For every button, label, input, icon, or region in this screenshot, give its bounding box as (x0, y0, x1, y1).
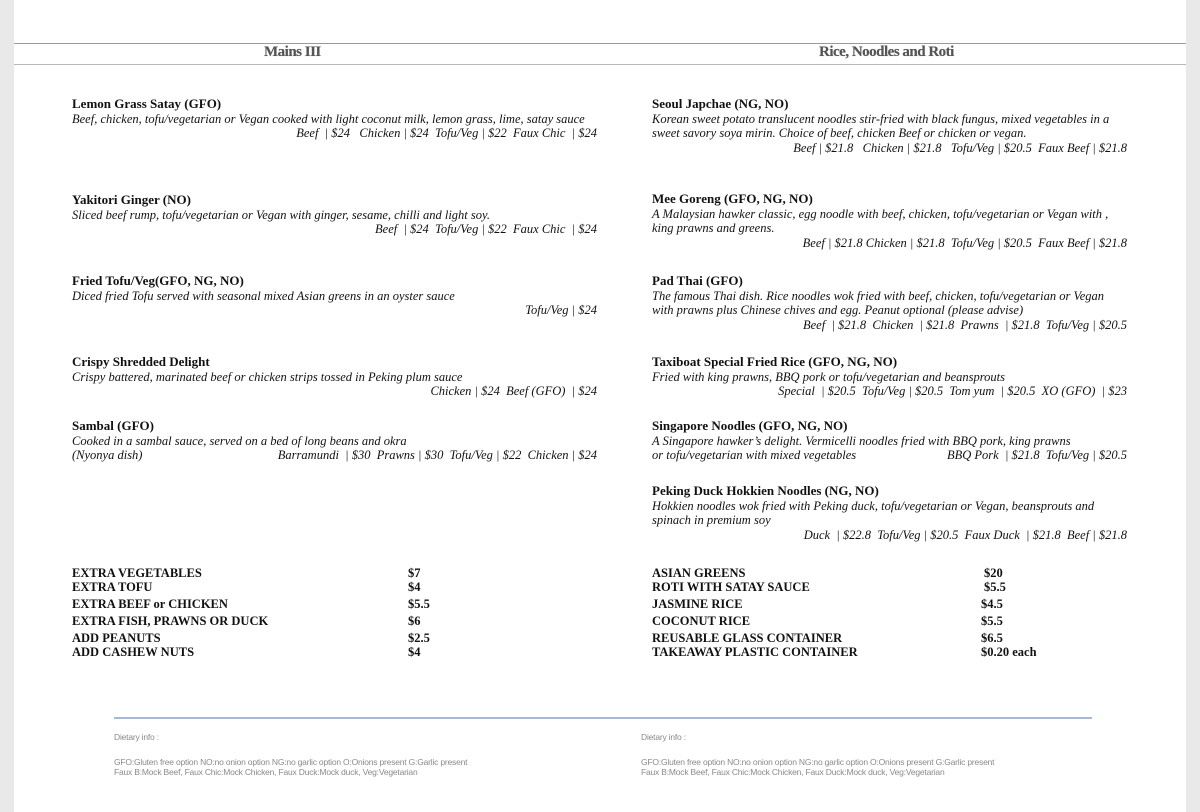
menu-item (652, 274, 1127, 332)
extra-label: COCONUT RICE (652, 614, 751, 628)
item-prices: Chicken | $24 Beef (GFO) | $24 (430, 384, 597, 398)
item-description: Korean sweet potato translucent noodles stir-fried with black fungus, mixed vegetables in a sweet savory soya mirin. Choice of beef, chicken Beef or chicken or vegan. (652, 111, 1110, 140)
item-description: A Malaysian hawker classic, egg noodle with beef, chicken, tofu/vegetarian or Vegan with , king prawns and greens. (652, 206, 1109, 235)
item-prices: Beef | $21.8 Chicken | $21.8 Prawns | $21.8 Tofu/Veg | $20.5 (802, 317, 1127, 332)
menu-item (72, 193, 597, 237)
item-name: Seoul Japchae (NG, NO) (652, 96, 789, 111)
item-description: Cooked in a sambal sauce, served on a bed of long beans and okra (72, 433, 407, 448)
item-description: Crispy battered, marinated beef or chicken strips tossed in Peking plum sauce (72, 369, 463, 384)
item-note: or tofu/vegetarian with mixed vegetables (652, 448, 857, 462)
item-prices: Beef | $24 Chicken | $24 Tofu/Veg | $22 Faux Chic | $24 (296, 126, 597, 140)
menu-item (652, 97, 1127, 155)
item-prices: Beef | $21.8 Chicken | $21.8 Tofu/Veg | $20.5 Faux Beef | $21.8 (802, 235, 1127, 250)
extra-price: $20 (984, 566, 1003, 580)
item-name: Pad Thai (GFO) (652, 273, 743, 288)
item-name: Singapore Noodles (GFO, NG, NO) (652, 418, 848, 433)
dietary-legend-line1: GFO:Gluten free option NO:no onion option NG:no garlic option O:Onions present G:Garlic present (114, 757, 468, 767)
item-name: Mee Goreng (GFO, NG, NO) (652, 191, 813, 206)
extra-price: $6.5 (981, 631, 1003, 645)
menu-item (72, 419, 597, 463)
menu-page (14, 0, 1186, 812)
section-title-rice-noodles: Rice, Noodles and Roti (819, 44, 954, 60)
extra-label: EXTRA BEEF or CHICKEN (72, 597, 228, 611)
extra-price: $5.5 (408, 597, 430, 611)
menu-item (652, 192, 1127, 250)
item-name: Sambal (GFO) (72, 418, 154, 433)
menu-item (72, 355, 597, 399)
dietary-heading: Dietary info : (641, 732, 686, 742)
extra-label: EXTRA TOFU (72, 580, 153, 594)
extra-label: ROTI WITH SATAY SAUCE (652, 580, 810, 594)
dietary-legend-line2: Faux B:Mock Beef, Faux Chic:Mock Chicken, Faux Duck:Mock duck, Veg:Vegetarian (114, 767, 418, 777)
extra-label: EXTRA FISH, PRAWNS OR DUCK (72, 614, 269, 628)
item-prices: Duck | $22.8 Tofu/Veg | $20.5 Faux Duck | $21.8 Beef | $21.8 (803, 527, 1127, 542)
item-description: Diced fried Tofu served with seasonal mixed Asian greens in an oyster sauce (72, 288, 455, 303)
dietary-legend-line2: Faux B:Mock Beef, Faux Chic:Mock Chicken, Faux Duck:Mock duck, Veg:Vegetarian (641, 767, 945, 777)
header-rule (14, 43, 1186, 44)
menu-item (72, 97, 597, 141)
header-rule-lower (14, 64, 1186, 65)
item-name: Lemon Grass Satay (GFO) (72, 96, 222, 111)
item-description: A Singapore hawker’s delight. Vermicelli noodles fried with BBQ pork, king prawns (652, 433, 1071, 448)
menu-item (652, 419, 1127, 463)
item-note: (Nyonya dish) (72, 448, 143, 462)
extra-label: ADD PEANUTS (72, 631, 161, 645)
extra-price: $5.5 (981, 614, 1003, 628)
item-name: Fried Tofu/Veg(GFO, NG, NO) (72, 273, 244, 288)
item-description: The famous Thai dish. Rice noodles wok fried with beef, chicken, tofu/vegetarian or Vegan with prawns plus Chinese chives and egg. Peanut optional (please advise) (652, 288, 1105, 317)
extra-price: $4 (408, 645, 421, 659)
item-description: Hokkien noodles wok fried with Peking duck, tofu/vegetarian or Vegan, beansprouts and spinach in premium soy (652, 498, 1095, 527)
item-prices: Beef | $24 Tofu/Veg | $22 Faux Chic | $24 (375, 222, 597, 236)
extra-label: REUSABLE GLASS CONTAINER (652, 631, 843, 645)
extra-price: $0.20 each (981, 645, 1037, 659)
item-description: Sliced beef rump, tofu/vegetarian or Vegan with ginger, sesame, chilli and light soy. (72, 207, 491, 222)
item-prices: Beef | $21.8 Chicken | $21.8 Tofu/Veg | $20.5 Faux Beef | $21.8 (793, 140, 1127, 155)
extra-price: $7 (408, 566, 421, 580)
item-description: Beef, chicken, tofu/vegetarian or Vegan cooked with light coconut milk, lemon grass, lime, satay sauce (72, 111, 585, 126)
menu-item (72, 274, 597, 318)
extra-price: $5.5 (984, 580, 1006, 594)
section-title-mains: Mains III (264, 44, 321, 60)
extra-label: EXTRA VEGETABLES (72, 566, 202, 580)
item-name: Peking Duck Hokkien Noodles (NG, NO) (652, 483, 879, 498)
menu-item (652, 484, 1127, 542)
item-prices: Tofu/Veg | $24 (525, 303, 597, 317)
extra-price: $2.5 (408, 631, 430, 645)
extra-label: JASMINE RICE (652, 597, 743, 611)
extra-label: ADD CASHEW NUTS (72, 645, 195, 659)
extra-label: ASIAN GREENS (652, 566, 746, 580)
dietary-heading: Dietary info : (114, 732, 159, 742)
extra-label: TAKEAWAY PLASTIC CONTAINER (652, 645, 858, 659)
item-name: Taxiboat Special Fried Rice (GFO, NG, NO) (652, 354, 898, 369)
item-prices: BBQ Pork | $21.8 Tofu/Veg | $20.5 (946, 448, 1127, 462)
extra-price: $4.5 (981, 597, 1003, 611)
item-name: Yakitori Ginger (NO) (72, 192, 191, 207)
item-prices: Special | $20.5 Tofu/Veg | $20.5 Tom yum | $20.5 XO (GFO) | $23 (778, 384, 1127, 398)
item-name: Crispy Shredded Delight (72, 354, 210, 369)
extra-price: $4 (408, 580, 421, 594)
extra-price: $6 (408, 614, 421, 628)
menu-item (652, 355, 1127, 399)
dietary-legend-line1: GFO:Gluten free option NO:no onion option NG:no garlic option O:Onions present G:Garlic present (641, 757, 995, 767)
item-description: Fried with king prawns, BBQ pork or tofu/vegetarian and beansprouts (652, 369, 1005, 384)
item-prices: Barramundi | $30 Prawns | $30 Tofu/Veg | $22 Chicken | $24 (277, 448, 597, 462)
footer-rule (114, 717, 1092, 719)
